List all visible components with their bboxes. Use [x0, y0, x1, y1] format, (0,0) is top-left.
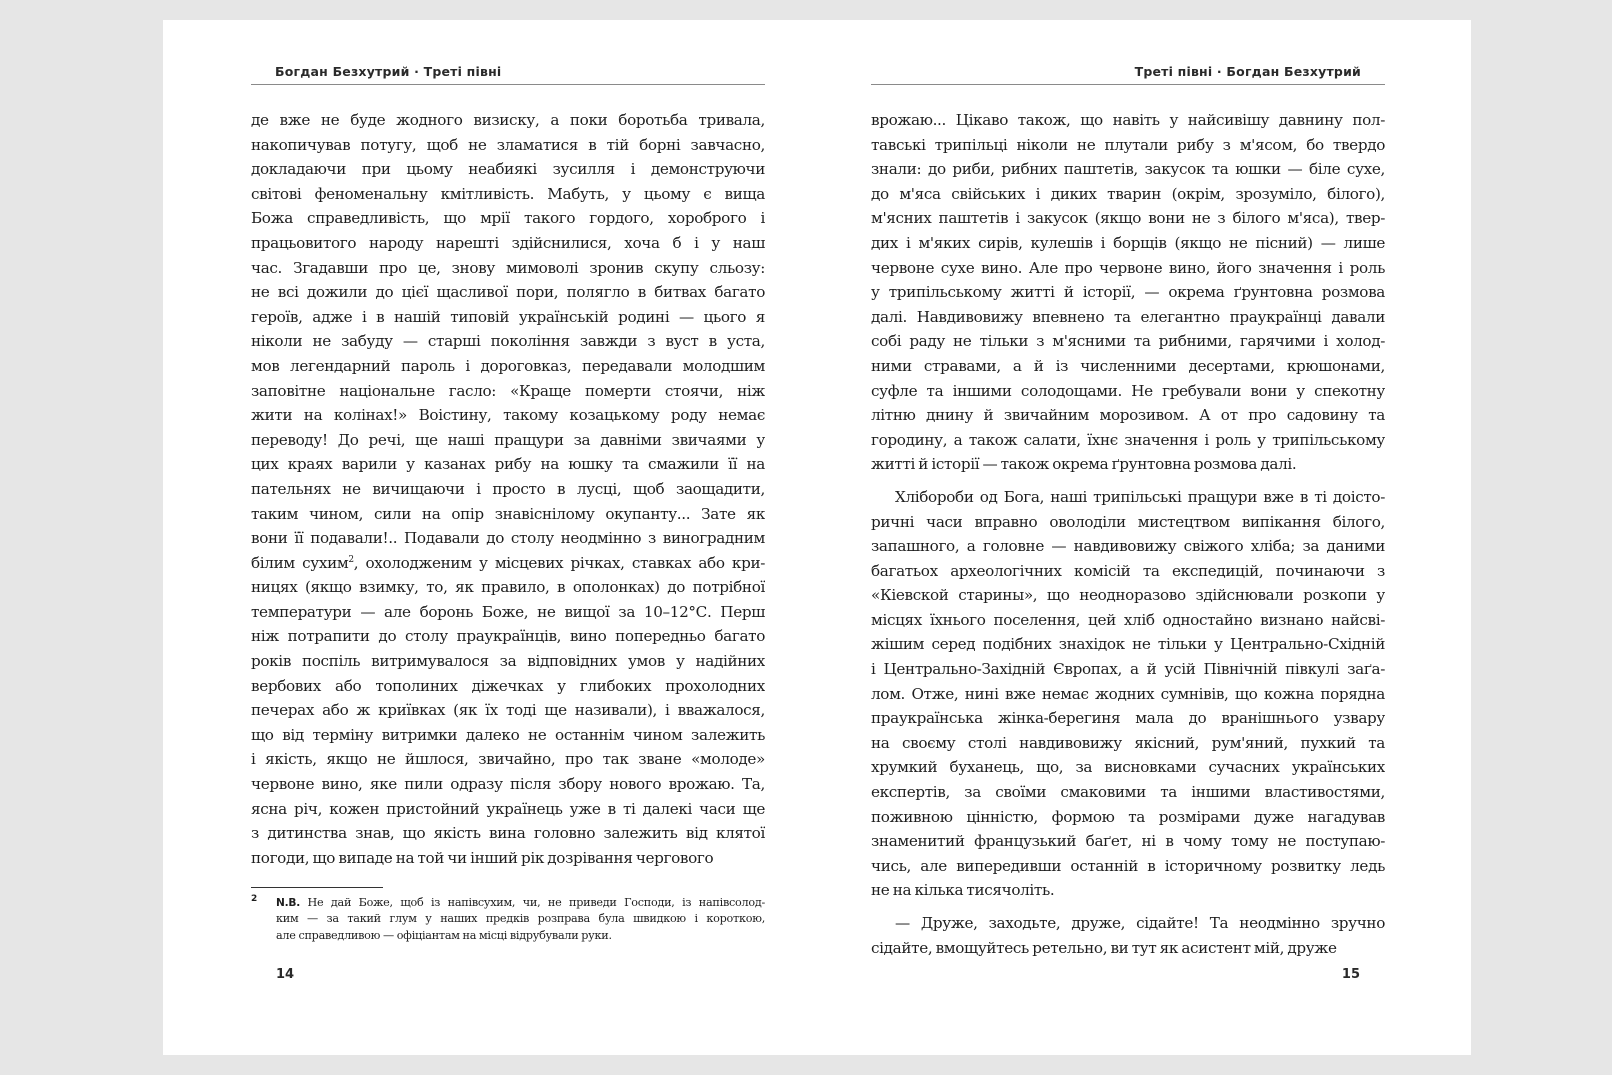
text-line: ніколи не забуду — старші покоління завжди з вуст в уста,: [251, 332, 765, 351]
text-line: час. Згадавши про це, знову мимоволі зронив скупу сльозу:: [251, 258, 765, 277]
text-line: жішим серед подібних знахідок не тільки у Центрально-Східній: [871, 635, 1385, 654]
text-line: докладаючи при цьому неабиякі зусилля і демонструючи: [251, 160, 765, 179]
footnote-lead: N.B.: [276, 897, 300, 909]
footnote-line: ким — за такий глум у наших предків розправа була швидкою і короткою,: [276, 912, 765, 926]
text-line: мов легендарний пароль і дороговказ, передавали молодшим: [251, 356, 765, 375]
text-line: температури — але боронь Боже, не вищої за 10–12°С. Перш: [251, 602, 765, 621]
text-line: червоне сухе вино. Але про червоне вино, його значення і роль: [871, 258, 1385, 277]
text-line: жити на колінах!» Воістину, такому козацькому роду немає: [251, 406, 765, 425]
text-line: білим сухим$^2$, охолодженим у місцевих річках, ставках або кри-: [251, 553, 765, 572]
text-line: не всі дожили до цієї щасливої пори, полягло в битвах багато: [251, 283, 765, 302]
text-line: чись, але випередивши останній в історичному розвитку ледь: [871, 856, 1385, 875]
footnote-rule: [251, 887, 383, 888]
text-line: собі раду не тільки з м'ясними та рибними, гарячими і холод-: [871, 332, 1385, 351]
footnote-line-text: Не дай Боже, щоб із напівсухим, чи, не приведи Господи, із напівсолод-: [307, 896, 765, 909]
footnote: [251, 895, 765, 944]
text-line: поживною цінністю, формою та розмірами дуже нагадував: [871, 807, 1385, 826]
header-rule: [871, 84, 1385, 85]
text-line: житті й історії — також окрема ґрунтовна розмова далі.: [871, 455, 1297, 474]
text-line: знаменитий французький баґет, ні в чому тому не поступаю-: [871, 832, 1385, 851]
text-line: червоне вино, яке пили одразу після збору нового врожаю. Та,: [251, 775, 765, 794]
text-line: літню днину й звичайним морозивом. А от про садовину та: [871, 406, 1385, 425]
text-line: погоди, що випаде на той чи інший рік дозрівання чергового: [251, 848, 714, 867]
text-line: далі. Навдивовижу впевнено та елегантно праукраїнці давали: [871, 307, 1385, 326]
text-line: світові феноменальну кмітливість. Мабуть, у цьому є вища: [251, 184, 765, 203]
text-line: ницях (якщо взимку, то, як правило, в ополонках) до потрібної: [251, 578, 765, 597]
book-spread: [163, 20, 1471, 1055]
text-line: з дитинства знав, що якість вина головно залежить від клятої: [251, 824, 765, 843]
text-line: таким чином, сили на опір знавіснілому окупанту... Зате як: [251, 504, 765, 523]
text-line: ніж потрапити до столу праукраїнців, вино попередньо багато: [251, 627, 765, 646]
body-text-left: [251, 108, 765, 870]
text-line: лом. Отже, нині вже немає жодних сумнівів, що кожна порядна: [871, 684, 1385, 703]
left-page: [251, 20, 765, 1055]
running-head-left: Богдан Безхутрий · Треті півні: [275, 64, 502, 79]
text-line: дих і м'яких сирів, кулешів і борщів (якщо не пісний) — лише: [871, 233, 1385, 252]
text-line: пательнях не вичищаючи і просто в лусці, щоб заощадити,: [251, 479, 765, 498]
text-line: накопичував потугу, щоб не зламатися в тій борні завчасно,: [251, 135, 765, 154]
text-line: м'ясних паштетів і закусок (якщо вони не з білого м'яса), твер-: [871, 209, 1385, 228]
text-line: — Друже, заходьте, друже, сідайте! Та неодмінно зручно: [895, 914, 1385, 932]
text-line: суфле та іншими солодощами. Не гребували вони у спекотну: [871, 381, 1385, 400]
text-line: героїв, адже і в нашій типовій українській родині — цього я: [251, 307, 765, 326]
text-line: тавські трипільці ніколи не плутали рибу з м'ясом, бо твердо: [871, 135, 1385, 154]
footnote-line: але справедливою — офіціантам на місці відрубували руки.: [276, 928, 612, 942]
text-line: працьовитого народу нарешті здійснилися, хоча б і у наш: [251, 233, 765, 252]
text-line: «Кіевской старины», що неодноразово здійснювали розкопи у: [871, 586, 1385, 605]
text-line: праукраїнська жінка-берегиня мала до вранішнього узвару: [871, 709, 1385, 728]
footnote-text: [251, 895, 765, 944]
text-line: де вже не буде жодного визиску, а поки боротьба тривала,: [251, 111, 765, 129]
text-line: вони її подавали!.. Подавали до столу неодмінно з виноградним: [251, 529, 765, 548]
text-line: цих краях варили у казанах рибу на юшку та смажили її на: [251, 455, 765, 474]
text-line: у трипільському житті й історії, — окрема ґрунтовна розмова: [871, 283, 1385, 302]
text-line: хрумкий буханець, що, за висновками сучасних українських: [871, 758, 1385, 777]
text-line: не на кілька тисячоліть.: [871, 881, 1055, 900]
text-line: запашного, а головне — навдивовижу свіжого хліба; за даними: [871, 537, 1385, 556]
text-line: печерах або ж криївках (як їх тоді ще називали), і вважалося,: [251, 701, 765, 720]
text-line: сідайте, вмощуйтесь ретельно, ви тут як асистент мій, друже: [871, 938, 1337, 957]
text-line: на своєму столі навдивовижу якісний, рум'яний, пухкий та: [871, 733, 1385, 752]
text-line: городину, а також салати, їхнє значення і роль у трипільському: [871, 430, 1385, 449]
text-line: і Центрально-Західній Європах, а й усій Північній півкулі заґа-: [871, 660, 1385, 679]
text-line: ясна річ, кожен пристойний українець уже в ті далекі часи ще: [251, 799, 765, 818]
text-line: Божа справедливість, що мрії такого гордого, хороброго і: [251, 209, 765, 228]
text-line: знали: до риби, рибних паштетів, закусок та юшки — біле сухе,: [871, 160, 1385, 179]
page-number-left: 14: [276, 967, 295, 982]
text-line: врожаю... Цікаво також, що навіть у найсивішу давнину пол-: [871, 111, 1385, 129]
text-line: переводу! До речі, ще наші пращури за давніми звичаями у: [251, 430, 765, 449]
text-line: до м'яса свійських і диких тварин (окрім, зрозуміло, білого),: [871, 184, 1385, 203]
text-line: заповітне національне гасло: «Краще померти стоячи, ніж: [251, 381, 765, 400]
footnote-line: [251, 895, 765, 911]
text-line: експертів, за своїми смаковими та іншими властивостями,: [871, 783, 1385, 802]
text-line: ними стравами, а й із численними десертами, крюшонами,: [871, 356, 1385, 375]
text-line: ричні часи вправно оволоділи мистецтвом випікання білого,: [871, 512, 1385, 531]
body-text-right: [871, 108, 1385, 960]
text-line: що від терміну витримки далеко не останнім чином залежить: [251, 725, 765, 744]
text-line: вербових або тополиних діжечках у глибоких прохолодних: [251, 676, 765, 695]
text-line: багатьох археологічних комісій та експедицій, починаючи з: [871, 561, 1385, 580]
text-line: і якість, якщо не йшлося, звичайно, про так зване «молоде»: [251, 750, 765, 769]
text-line: Хлібороби од Бога, наші трипільські пращури вже в ті доісто-: [895, 487, 1385, 506]
header-rule: [251, 84, 765, 85]
text-line: років поспіль витримувалося за відповідних умов у надійних: [251, 652, 765, 671]
text-line: місцях їхнього поселення, цей хліб одностайно визнано найсві-: [871, 610, 1385, 629]
page-number-right: 15: [1341, 967, 1360, 982]
footnote-reference: 2: [348, 554, 354, 565]
running-head-right: Треті півні · Богдан Безхутрий: [1134, 64, 1361, 79]
right-page: [871, 20, 1385, 1055]
footnote-mark: 2: [251, 894, 258, 904]
